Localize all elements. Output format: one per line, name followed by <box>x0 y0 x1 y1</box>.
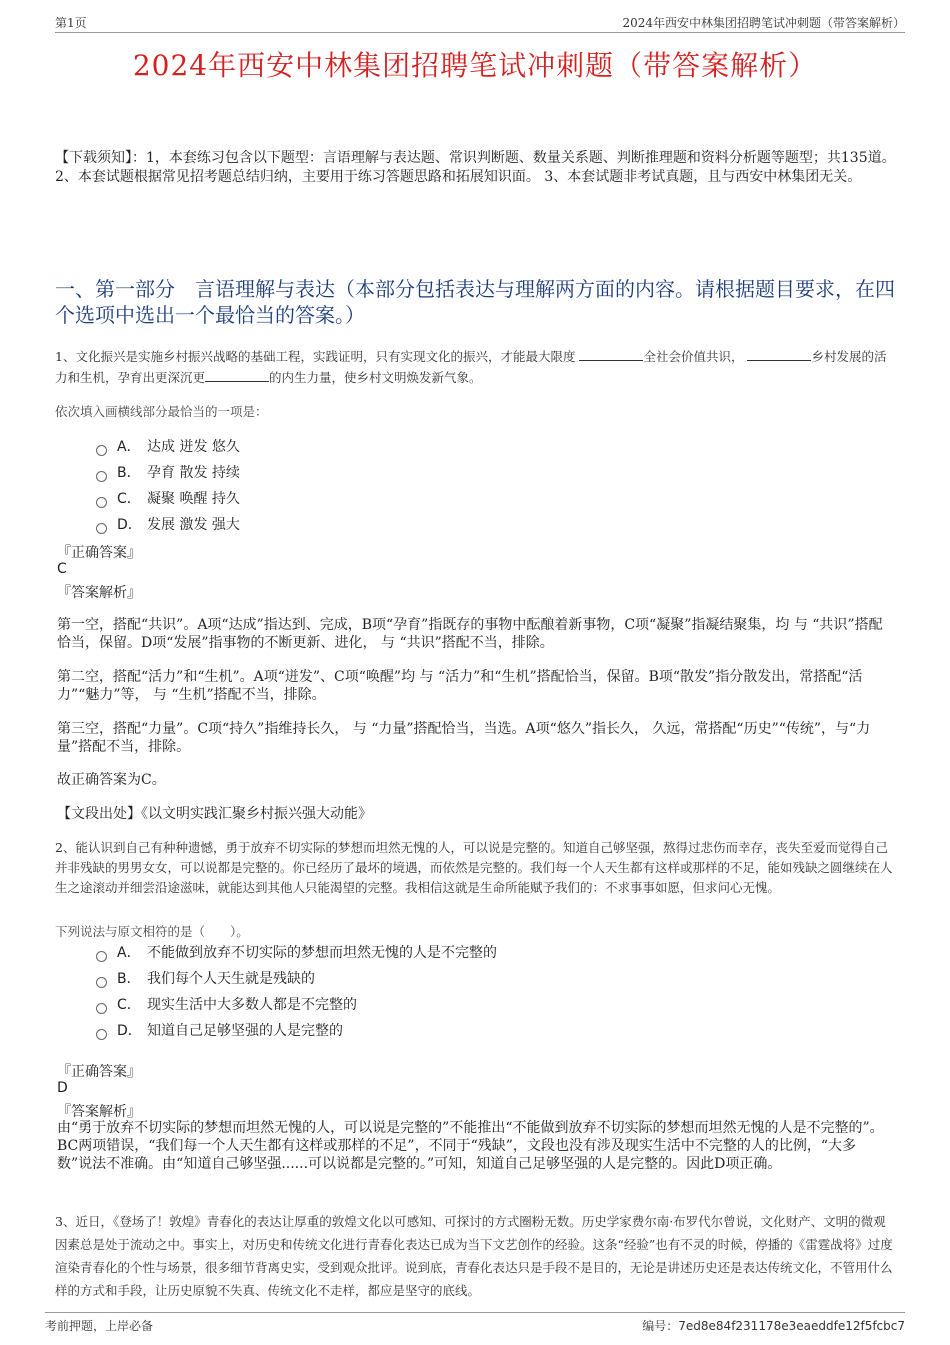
analysis-label: 『答案解析』 <box>57 1104 141 1120</box>
page-header <box>55 14 905 33</box>
blank-1 <box>579 348 643 361</box>
correct-answer: C <box>57 561 67 577</box>
option-d[interactable]: D． 知道自己足够坚强的人是完整的 <box>96 1018 497 1044</box>
radio-icon[interactable] <box>96 445 107 456</box>
header-doc-title: 2024年西安中林集团招聘笔试冲刺题（带答案解析） <box>622 16 905 30</box>
radio-icon[interactable] <box>96 523 107 534</box>
question-1-text: 1、文化振兴是实施乡村振兴战略的基础工程，实践证明，只有实现文化的振兴，才能最大限度 全社会价值共识， 乡村发展的活力和生机，孕育出更深沉更 的内生力量，使乡村文明焕发新气象。 <box>55 349 887 385</box>
analysis-paragraph: 第一空，搭配“共识”。A项“达成”指达到、完成，B项“孕育”指既存的事物中酝酿着新事物，C项“凝聚”指凝结聚集，均 与 “共识”搭配恰当，保留。D项“发展”指事物的不断更新、进化， 与 “共识”搭配不当，排除。 <box>57 617 883 651</box>
radio-icon[interactable] <box>96 1003 107 1014</box>
footer-code: 编号：7ed8e84f231178e3eaeddfe12f5fcbc7 <box>642 1319 905 1333</box>
section-title: 一、第一部分 言语理解与表达（本部分包括表达与理解两方面的内容。请根据题目要求，在四个选项中选出一个最恰当的答案。） <box>55 277 895 327</box>
question-1-options <box>96 434 240 538</box>
option-c[interactable]: C． 凝聚 唤醒 持久 <box>96 486 240 512</box>
question-3-text: 3、近日，《登场了！敦煌》青春化的表达让厚重的敦煌文化以可感知、可探讨的方式圈粉无数。历史学家费尔南·布罗代尔曾说，文化财产、文明的微观因素总是处于流动之中。事实上，对历史和传统文化进行青春化表达已成为当下文艺创作的经验。这条“经验”也有不灵的时候，停播的《雷霆战将》过度渲染青春化的个性与场景，很多细节背离史实，受到观众批评。说到底，青春化表达只是手段不是目的，无论是讲述历史还是表达传统文化，不管用什么样的方式和手段，让历史原貌不失真、传统文化不走样，都应是坚守的底线。 <box>55 1214 893 1298</box>
radio-icon[interactable] <box>96 471 107 482</box>
analysis-paragraph: 由“勇于放弃不切实际的梦想而坦然无愧的人，可以说是完整的”不能推出“不能做到放弃不切实际的梦想而坦然无愧的人是不完整的”。BC两项错误，“我们每一个人天生都有这样或那样的不足”，不同于“残缺”，文段也没有涉及现实生活中不完整的人的比例，“大多数”说法不准确。由“知道自己够坚强......可以说都是完整的。”可知，知道自己足够坚强的人是完整的。因此D项正确。 <box>57 1120 884 1172</box>
option-a[interactable]: A． 不能做到放弃不切实际的梦想而坦然无愧的人是不完整的 <box>96 940 497 966</box>
option-b[interactable]: B． 我们每个人天生就是残缺的 <box>96 966 497 992</box>
correct-answer: D <box>57 1080 68 1096</box>
radio-icon[interactable] <box>96 951 107 962</box>
analysis-label: 『答案解析』 <box>57 585 141 601</box>
option-b[interactable]: B． 孕育 散发 持续 <box>96 460 240 486</box>
radio-icon[interactable] <box>96 1029 107 1040</box>
radio-icon[interactable] <box>96 497 107 508</box>
answer-label: 『正确答案』 <box>57 545 141 561</box>
analysis-paragraph: 第二空，搭配“活力”和“生机”。A项“迸发”、C项“唤醒”均 与 “活力”和“生机”搭配恰当，保留。B项“散发”指分散发出，常搭配“活力”“魅力”等， 与 “生机”搭配不当，排除。 <box>57 669 863 703</box>
option-d[interactable]: D． 发展 激发 强大 <box>96 512 240 538</box>
option-a[interactable]: A． 达成 迸发 悠久 <box>96 434 240 460</box>
page-title: 2024年西安中林集团招聘笔试冲刺题（带答案解析） <box>132 49 818 82</box>
radio-icon[interactable] <box>96 977 107 988</box>
page-footer <box>45 1312 905 1337</box>
footer-slogan: 考前押题，上岸必备 <box>45 1319 154 1333</box>
blank-2 <box>747 348 811 361</box>
source-citation: 【文段出处】《以文明实践汇聚乡村振兴强大动能》 <box>57 806 372 822</box>
question-1-stem: 依次填入画横线部分最恰当的一项是： <box>55 404 268 419</box>
option-c[interactable]: C． 现实生活中大多数人都是不完整的 <box>96 992 497 1018</box>
question-2-options <box>96 940 497 1044</box>
page-number: 第1页 <box>55 16 87 30</box>
question-2-stem: 下列说法与原文相符的是（ ）。 <box>55 924 249 939</box>
download-notice: 【下载须知】：1，本套练习包含以下题型：言语理解与表达题、常识判断题、数量关系题、判断推理题和资料分析题等题型；共135道。 2、本套试题根据常见招考题总结归纳，主要用于练习答题思路和拓展知识面。 3、本套试题非考试真题，且与西安中林集团无关。 <box>55 150 896 185</box>
answer-label: 『正确答案』 <box>57 1064 141 1080</box>
question-2-text: 2、能认识到自己有种种遗憾，勇于放弃不切实际的梦想而坦然无愧的人，可以说是完整的。知道自己够坚强，熬得过悲伤而幸存，丧失至爱而觉得自己并非残缺的男男女女，可以说都是完整的。你已经历了最坏的境遇，而依然是完整的。我们每一个人天生都有这样或那样的不足，能如残缺之圆继续在人生之途滚动并细尝沿途滋味，就能达到其他人只能渴望的完整。我相信这就是生命所能赋予我们的：不求事事如愿，但求问心无愧。 <box>55 840 893 895</box>
analysis-conclusion: 故正确答案为C。 <box>57 772 166 788</box>
analysis-paragraph: 第三空，搭配“力量”。C项“持久”指维持长久， 与 “力量”搭配恰当，当选。A项“悠久”指长久， 久远，常搭配“历史”“传统”，与“力量”搭配不当，排除。 <box>57 721 871 755</box>
blank-3 <box>205 369 269 382</box>
